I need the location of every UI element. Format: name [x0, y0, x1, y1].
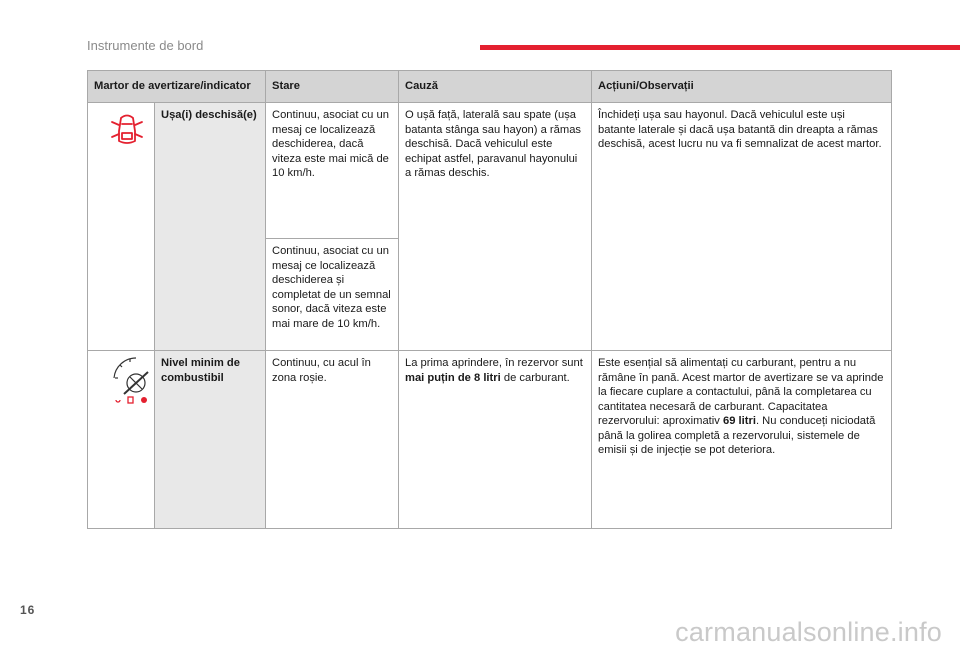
table-header-row: [88, 71, 892, 103]
action-bold-text: 69 litri: [722, 415, 756, 427]
indicator-name: Nivel minim de combustibil: [155, 351, 266, 529]
cause-text-end: de carburant.: [500, 371, 570, 384]
icon-cell: [88, 351, 155, 529]
door-open-icon: [94, 108, 160, 158]
header-accent-bar: [480, 45, 960, 50]
cause-text: La prima aprindere, în rezervor sunt: [405, 357, 583, 369]
column-header-actions: Acțiuni/Observații: [592, 71, 892, 103]
section-title: Instrumente de bord: [87, 38, 204, 53]
cause-bold-text: mai puțin de 8 litri: [405, 371, 501, 384]
column-header-indicator: Martor de avertizare/indicator: [88, 71, 266, 103]
cause-cell: O ușă față, laterală sau spate (ușa batanta stânga sau hayon) a rămas deschisă. Dacă vehiculul este echipat astfel, paravanul hayonului a rămas deschis.: [399, 103, 592, 351]
cause-cell: [399, 351, 592, 529]
table-row: [88, 351, 892, 529]
column-header-state: Stare: [266, 71, 399, 103]
action-cell: [592, 351, 892, 529]
fuel-gauge-icon: [94, 356, 160, 406]
action-cell: Închideți ușa sau hayonul. Dacă vehiculul este uși batante laterale și dacă ușa batantă din dreapta a rămas deschisă, acest lucru nu va fi semnalizat de acest martor.: [592, 103, 892, 351]
state-cell: Continuu, asociat cu un mesaj ce localizează deschiderea, dacă viteza este mai mică de 10 km/h.: [266, 103, 399, 239]
warning-lights-table: [87, 70, 892, 529]
action-text: Este esențial să alimentați cu carburant, pentru a nu rămâne în pană. Acest martor de avertizare se va aprinde la fiecare cuplare a contactului, până la completarea cu cantitatea necesară de carburant. Capacitatea rezervorului: aproximativ: [598, 357, 884, 427]
indicator-name: Ușa(i) deschisă(e): [155, 103, 266, 351]
watermark: carmanualsonline.info: [675, 617, 942, 647]
icon-cell: [88, 103, 155, 351]
action-text-end: . Nu conduceți niciodată până la golirea completă a rezervorului, sistemele de emisii și de injecție se pot deteriora.: [598, 415, 876, 456]
table-row: [88, 103, 892, 239]
state-cell: Continuu, cu acul în zona roșie.: [266, 351, 399, 529]
column-header-cause: Cauză: [399, 71, 592, 103]
page-number: 16: [20, 603, 36, 617]
state-cell: Continuu, asociat cu un mesaj ce localizează deschiderea și completat de un semnal sonor, dacă viteza este mai mare de 10 km/h.: [266, 239, 399, 351]
